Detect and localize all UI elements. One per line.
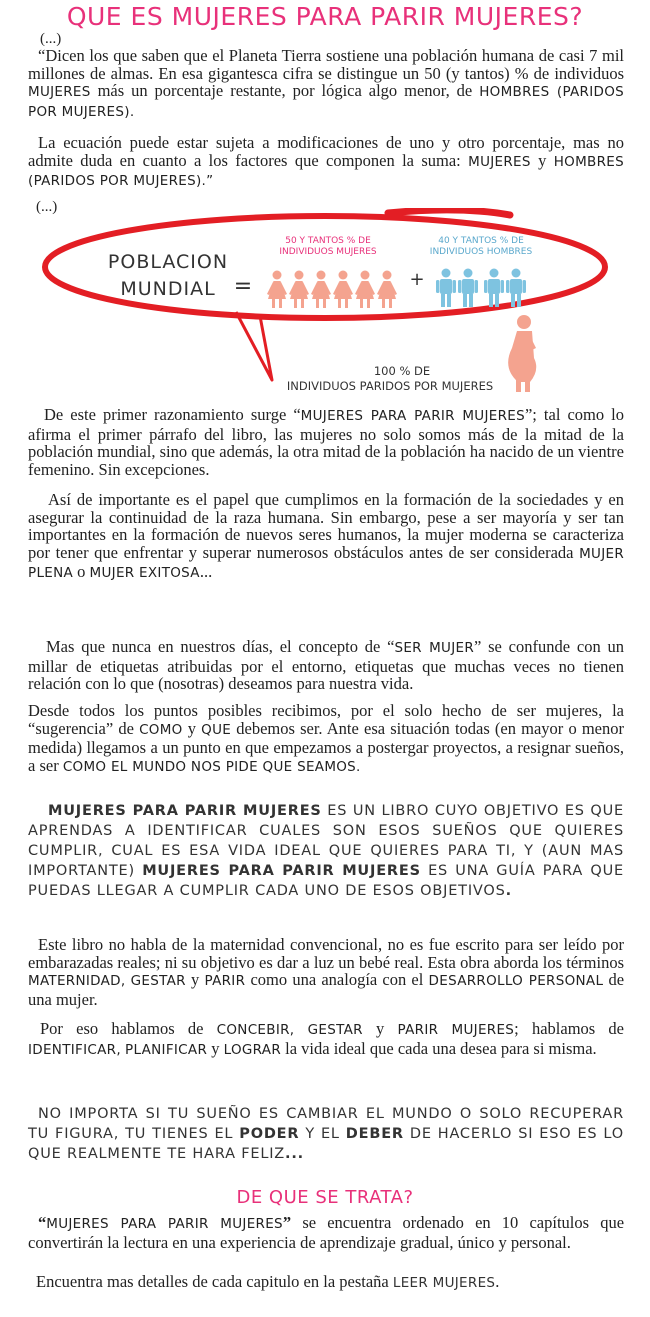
woman-icon <box>377 271 397 309</box>
paragraph-3: Mas que nunca en nuestros días, el concepto de “SER MUJER” se confunde con un millar de etiquetas atribuidas por el entorno, etiquetas que muchas veces no tienen relación con lo que (nosotras) deseamos para nuestra vida. <box>28 637 624 693</box>
man-icon <box>458 269 478 308</box>
book-title-inline: MUJERES PARA PARIR MUJERES <box>300 408 525 424</box>
paragraph-1: De este primer razonamiento surge “MUJERES PARA PARIR MUJERES”; tal como lo afirma el primer párrafo del libro, las mujeres no solo somos más de la mitad de la población mundial, sino que además, la otra mitad de la población ha nacido de un vientre femenino. Sin excepciones. <box>28 405 624 479</box>
woman-icon <box>355 271 375 309</box>
ellipsis-bottom: (...) <box>36 199 58 215</box>
men-label-1: 40 y tantos % de <box>438 236 524 246</box>
poblacion-line-1: Poblacion <box>107 251 229 273</box>
men-label-2: individuos Hombres <box>429 247 533 257</box>
population-infographic <box>40 208 620 398</box>
paragraph-8: NO IMPORTA SI TU SUEÑO ES CAMBIAR EL MUNDO O SOLO RECUPERAR TU FIGURA, TU TIENES EL PODER Y EL DEBER DE HACERLO SI ESO ES LO QUE REALMENTE TE HARA FELIZ... <box>28 1106 624 1162</box>
result-line-1: 100 % de <box>373 364 431 378</box>
paragraph-7: Por eso hablamos de CONCEBIR, GESTAR y PARIR MUJERES; hablamos de IDENTIFICAR, PLANIFICAR y LOGRAR la vida ideal que cada una desea para si misma. <box>28 1019 625 1058</box>
paragraph-6: Este libro no habla de la maternidad convencional, no es fue escrito para ser leído por embarazadas reales; ni su objetivo es dar a luz un bebé real. Esta obra aborda los términos MATERNIDAD, GESTAR y PARIR como una analogía con el DESARROLLO PERSONAL de una mujer. <box>28 935 625 1009</box>
paragraph-10: Encuentra mas detalles de cada capitulo en la pestaña LEER MUJERES. <box>36 1272 500 1291</box>
paragraph-2: Así de importante es el papel que cumplimos en la formación de la sociedades y en asegurar la continuidad de la raza humana. Sin embargo, pese a ser mayoría y ser tan importantes en la formación de nuevos seres humanos, la mujer moderna se caracteriza por tener que enfrentar y superar numerosos obstáculos antes de ser considerada MUJER PLENA o MUJER EXITOSA... <box>28 490 624 581</box>
paragraph-4: Desde todos los puntos posibles recibimos, por el solo hecho de ser mujeres, la “sugerencia” de COMO y QUE debemos ser. Ante esa situación todas (en mayor o menor medida) llegamos a un punto en que empezamos a postergar proyectos, a resignar sueños, a ser COMO EL MUNDO NOS PIDE QUE SEAMOS. <box>28 701 625 775</box>
equals-sign: = <box>233 274 253 299</box>
quote-paragraph-1: “Dicen los que saben que el Planeta Tierra sostiene una población humana de casi 7 mil millones de almas. En esa gigantesca cifra se distingue un 50 (y tantos) % de individuos MUJERES más un porcentaje restante, por lógica algo menor, de HOMBRES (PARIDOS POR MUJERES). <box>28 46 625 120</box>
paragraph-9: “MUJERES PARA PARIR MUJERES” se encuentra ordenado en 10 capítulos que convertirán la lectura en una experiencia de aprendizaje gradual, único y personal. <box>28 1213 625 1252</box>
ellipsis-top: (...) <box>40 31 62 47</box>
pregnant-woman-icon <box>508 315 536 392</box>
woman-icon <box>289 271 309 309</box>
women-label-2: individuos Mujeres <box>279 247 377 257</box>
woman-icon <box>333 271 353 309</box>
paragraph-5: MUJERES PARA PARIR MUJERES ES UN LIBRO CUYO OBJETIVO ES QUE APRENDAS A IDENTIFICAR CUALES SON ESOS SUEÑOS QUE QUIERES CUMPLIR, CUAL ES ESA VIDA IDEAL QUE QUIERES PARA TI, Y (AUN MAS IMPORTANTE) MUJERES PARA PARIR MUJERES ES UNA GUÍA PARA QUE PUEDAS LLEGAR A CUMPLIR CADA UNO DE ESOS OBJETIVOS. <box>28 803 624 899</box>
speech-bubble-tail <box>236 312 272 380</box>
men-figures <box>436 269 526 308</box>
women-label-1: 50 y tantos % de <box>285 236 371 246</box>
woman-icon <box>311 271 331 309</box>
inline-hombres: HOMBRES (PARIDOS POR MUJERES). <box>28 84 625 120</box>
man-icon <box>484 269 504 308</box>
women-figures <box>267 271 397 309</box>
inline-mujeres: MUJERES <box>28 84 91 100</box>
section-subtitle: DE QUE SE TRATA? <box>236 1187 414 1208</box>
result-line-2: Individuos Paridos por Mujeres <box>286 379 494 393</box>
quote-paragraph-2: La ecuación puede estar sujeta a modificaciones de uno y otro porcentaje, mas no admite duda en cuanto a los factores que componen la suma: MUJERES y HOMBRES (PARIDOS POR MUJERES).” <box>28 133 625 189</box>
page-title: QUE ES MUJERES PARA PARIR MUJERES? <box>66 2 584 31</box>
woman-icon <box>267 271 287 309</box>
plus-sign: + <box>409 269 425 290</box>
leer-mujeres-link[interactable]: LEER MUJERES <box>392 1275 496 1291</box>
poblacion-line-2: Mundial <box>120 278 216 300</box>
man-icon <box>436 269 456 308</box>
